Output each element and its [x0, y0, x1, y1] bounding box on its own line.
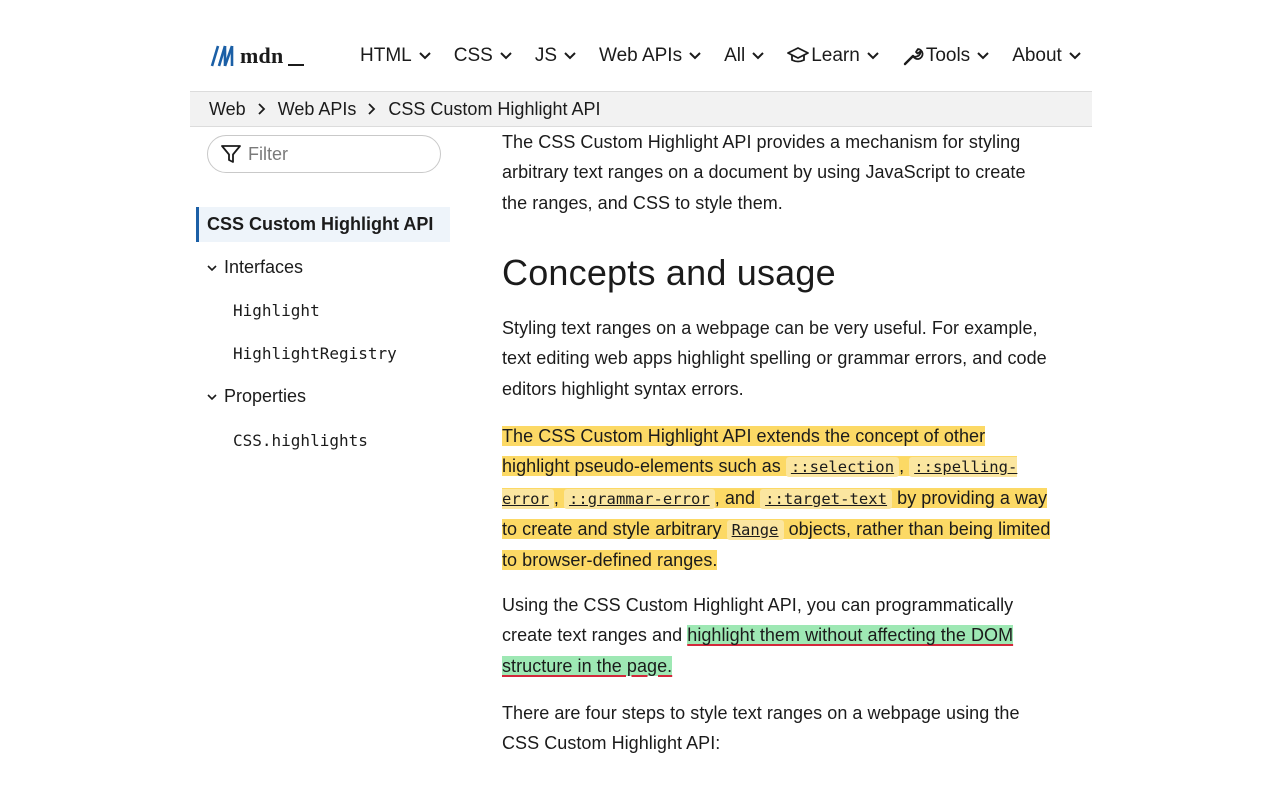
menu-js-label: JS: [534, 45, 557, 66]
main-menu: [360, 45, 1082, 67]
link-spelling-error[interactable]: ::spelling-error: [502, 458, 1018, 508]
sidebar-active-label: CSS Custom Highlight API: [207, 214, 434, 234]
paragraph-3: [502, 590, 1052, 681]
menu-learn[interactable]: [787, 45, 880, 67]
logo-underscore: [288, 64, 304, 66]
mdn-m-logo-icon: [210, 43, 236, 69]
p3-text-1: Using the CSS Custom Highlight API, you can programmatically create text ranges and: [502, 595, 1014, 646]
intro-paragraph: The CSS Custom Highlight API provides a mechanism for styling arbitrary text ranges on a document by using JavaScript to create the ranges, and CSS to style them.: [502, 132, 1026, 213]
sidebar-item-css-highlights[interactable]: CSS.highlights: [233, 431, 368, 450]
chevron-right-icon: [367, 102, 377, 116]
chevron-down-icon: [499, 51, 513, 61]
graduation-cap-icon: [787, 47, 809, 65]
paragraph-4: There are four steps to style text ranges on a webpage using the CSS Custom Highlight API:: [502, 703, 1020, 754]
chevron-down-icon: [866, 51, 880, 61]
yellow-highlight: [502, 426, 1050, 570]
sidebar-group-interfaces[interactable]: [206, 257, 303, 278]
link-target-text[interactable]: ::target-text: [760, 489, 892, 509]
paragraph-1: Styling text ranges on a webpage can be very useful. For example, text editing web apps highlight spelling or grammar errors, and code editors highlight syntax errors.: [502, 318, 1047, 399]
menu-css-label: CSS: [453, 45, 493, 66]
top-navigation: [190, 28, 1092, 84]
menu-tools[interactable]: [902, 45, 990, 67]
sidebar-item-highlightregistry[interactable]: HighlightRegistry: [233, 344, 397, 363]
filter-funnel-icon: [220, 143, 242, 165]
p2-text-4: , and: [714, 487, 761, 508]
chevron-down-icon: [563, 51, 577, 61]
menu-web-apis-label: Web APIs: [599, 45, 683, 66]
chevron-down-icon: [976, 51, 990, 61]
mdn-logo[interactable]: [210, 36, 330, 76]
chevron-right-icon: [257, 102, 267, 116]
breadcrumb-web-apis[interactable]: Web APIs: [277, 98, 357, 119]
breadcrumb-web[interactable]: Web: [209, 98, 246, 119]
sidebar-group-label: Properties: [224, 386, 307, 406]
chevron-down-icon: [751, 51, 765, 61]
sidebar-item-css-custom-highlight-api[interactable]: [196, 207, 450, 242]
section-heading: Concepts and usage: [502, 252, 836, 293]
link-range[interactable]: Range: [727, 520, 784, 540]
chevron-down-icon: [206, 392, 218, 402]
chevron-down-icon: [1068, 51, 1082, 61]
link-selection[interactable]: ::selection: [786, 457, 899, 477]
chevron-down-icon: [688, 51, 702, 61]
menu-all[interactable]: [724, 45, 765, 67]
wrench-icon: [902, 46, 924, 66]
menu-html-label: HTML: [360, 45, 412, 66]
chevron-down-icon: [418, 51, 432, 61]
p2-text-1: The CSS Custom Highlight API extends the concept of other highlight pseudo-elements such as: [502, 426, 986, 477]
menu-learn-label: Learn: [811, 45, 860, 66]
green-highlight: highlight them without affecting the DOM structure in the page.: [502, 625, 1014, 676]
sidebar-group-properties[interactable]: [206, 386, 306, 407]
menu-web-apis[interactable]: [599, 45, 702, 67]
menu-about-label: About: [1012, 45, 1062, 66]
menu-tools-label: Tools: [925, 45, 971, 66]
sidebar-item-highlight[interactable]: Highlight: [233, 301, 320, 320]
p2-text-5: by providing a way to create and style arbitrary: [502, 487, 1048, 539]
breadcrumb-current[interactable]: CSS Custom Highlight API: [388, 98, 601, 119]
menu-all-label: All: [724, 45, 746, 66]
menu-js[interactable]: [535, 45, 577, 67]
p2-text-2: ,: [899, 456, 910, 477]
logo-text: mdn: [240, 43, 284, 68]
filter-placeholder: Filter: [248, 143, 288, 164]
sidebar-filter-input[interactable]: [207, 135, 441, 173]
link-grammar-error[interactable]: ::grammar-error: [564, 489, 715, 509]
menu-html[interactable]: [360, 45, 432, 67]
sidebar-group-label: Interfaces: [224, 257, 304, 277]
p2-text-6: objects, rather than being limited to browser-defined ranges.: [502, 518, 1051, 571]
p2-text-3: ,: [553, 487, 565, 508]
paragraph-2: [502, 421, 1052, 575]
menu-css[interactable]: [454, 45, 513, 67]
menu-about[interactable]: [1012, 45, 1082, 67]
chevron-down-icon: [206, 263, 218, 273]
breadcrumb: [190, 91, 1092, 127]
